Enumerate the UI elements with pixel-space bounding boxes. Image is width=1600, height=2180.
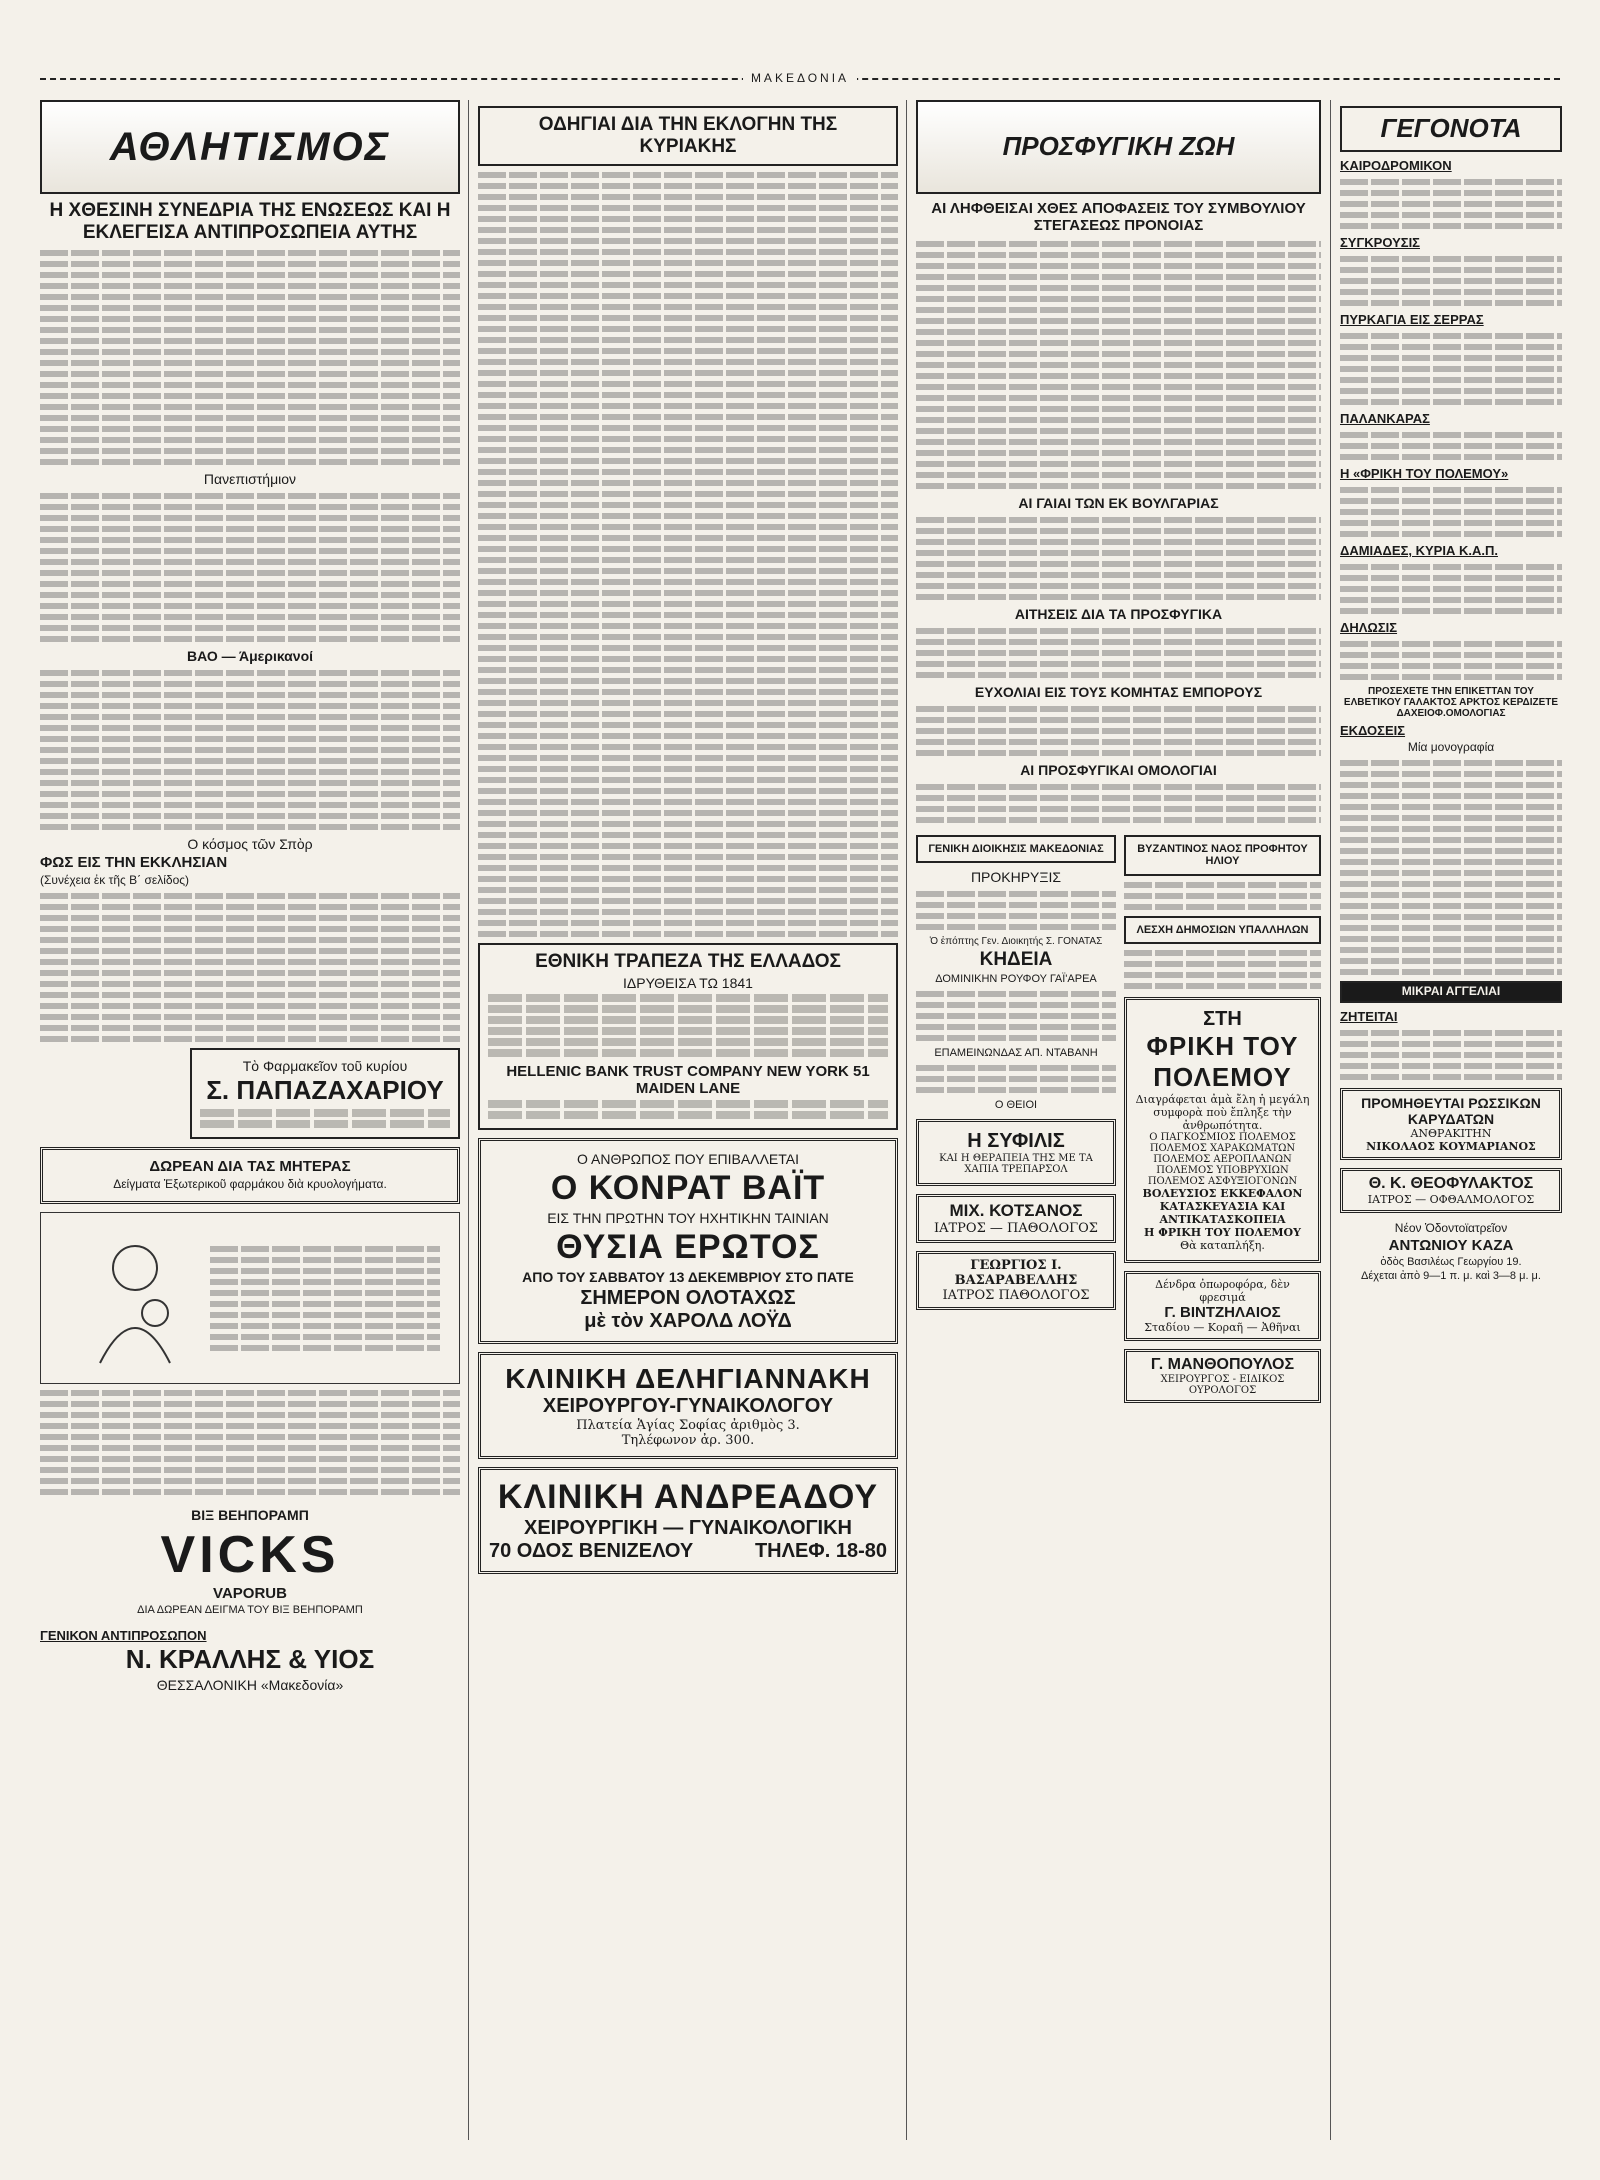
church-box [1124,835,1321,876]
clinic1-address: Πλατεία Ἁγίας Σοφίας ἀριθμὸς 3. [576,1418,800,1434]
eye-doctor-ad [1340,1168,1562,1213]
column-rule [906,100,907,2140]
agency-city: ΘΕΣΣΑΛΟΝΙΚΗ «Μακεδονία» [156,1677,344,1694]
trees-address: Σταδίου — Κοραῆ — Ἀθῆναι [1144,1321,1301,1335]
publications-title: ΕΚΔΟΣΕΙΣ [1340,722,1406,738]
film-date: ΑΠΟ ΤΟΥ ΣΑΒΒΑΤΟΥ 13 ΔΕΚΕΜΒΡΙΟΥ ΣΤΟ ΠΑΤΕ [522,1269,854,1286]
events-title-box [1340,106,1562,152]
article-text [478,172,898,937]
doctor3-type: ΧΕΙΡΟΥΡΓΟΣ - ΕΙΔΙΚΟΣ ΟΥΡΟΛΟΓΟΣ [1160,1374,1285,1397]
article-text [40,493,460,642]
trees-name: Γ. ΒΙΝΤΖΗΛΑΙΟΣ [1164,1304,1281,1322]
election-headline-box [478,106,898,166]
mother-child-illustration [40,1212,460,1384]
subhead: ΑΙΤΗΣΕΙΣ ΔΙΑ ΤΑ ΠΡΟΣΦΥΓΙΚΑ [1014,605,1223,622]
event-item: ΠΥΡΚΑΓΙΑ ΕΙΣ ΣΕΡΡΑΣ [1340,311,1484,327]
proclamation-title: ΓΕΝΙΚΗ ΔΙΟΙΚΗΣΙΣ ΜΑΚΕΔΟΝΙΑΣ [928,842,1104,855]
war-ad1: ΒΟΛΕΥΣΙΟΣ ΕΚΚΕΦΑΛΟΝ [1142,1187,1303,1201]
coal-ad [1340,1088,1562,1160]
war-list-item: ΠΟΛΕΜΟΣ ΑΣΦΥΞΙΟΓΟΝΩΝ [1147,1176,1298,1188]
syphilis-sub: ΚΑΙ Η ΘΕΡΑΠΕΙΑ ΤΗΣ ΜΕ ΤΑ ΧΑΠΙΑ ΤΡΕΠΑΡΣΟΛ [939,1152,1093,1175]
article-text [40,1390,460,1495]
clinic2-address: 70 ΟΔΟΣ ΒΕΝΙΖΕΛΟΥ [489,1540,694,1563]
subhead: ΕΥΧΟΛΙΑΙ ΕΙΣ ΤΟΥΣ ΚΟΜΗΤΑΣ ΕΜΠΟΡΟΥΣ [974,683,1263,700]
pharmacy-label: Τὸ Φαρμακεῖον τοῦ κυρίου [242,1057,408,1074]
clinic2-contact [489,1540,887,1563]
bank2-title: HELLENIC BANK TRUST COMPANY NEW YORK 51 MAIDEN LANE [506,1062,870,1097]
event-item: ΔΑΜΙΑΔΕΣ, ΚΥΡΙΑ Κ.Α.Π. [1340,542,1498,558]
film-pre: Ο ΑΝΘΡΩΠΟΣ ΠΟΥ ΕΠΙΒΑΛΛΕΤΑΙ [576,1151,799,1168]
article-text [916,706,1321,756]
pharmacy-name: Σ. ΠΑΠΑΖΑΧΑΡΙΟΥ [206,1074,444,1105]
war-title: ΦΡΙΚΗ ΤΟΥ ΠΟΛΕΜΟΥ [1146,1031,1299,1093]
club-title: ΛΕΣΧΗ ΔΗΜΟΣΙΩΝ ΥΠΑΛΛΗΛΩΝ [1136,923,1309,936]
subhead: Πανεπιστήμιον [203,470,297,487]
dentist-address: ὁδὸς Βασιλέως Γεωργίου 19. [1380,1255,1522,1268]
event-item: ΠΑΛΑΝΚΑΡΑΣ [1340,410,1430,426]
club-box [1124,916,1321,945]
doctor1-name: ΜΙΧ. ΚΟΤΣΑΝΟΣ [949,1200,1083,1220]
war-pre: ΣΤΗ [1203,1008,1242,1031]
proclamation-box [916,835,1116,864]
mother-child-icon [60,1223,210,1373]
war-list-item: ΠΟΛΕΜΟΣ ΧΑΡΑΚΩΜΑΤΩΝ [1149,1143,1296,1155]
clinic1-type: ΧΕΙΡΟΥΡΓΟΥ-ΓΥΝΑΙΚΟΛΟΓΟΥ [542,1395,834,1418]
trees-ad [1124,1271,1321,1341]
vicks-logo: VICKS [160,1526,340,1585]
column-rule [1330,100,1331,2140]
doctor1-type: ΙΑΤΡΟΣ — ΠΑΘΟΛΟΓΟΣ [933,1220,1098,1236]
column-rule [468,100,469,2140]
vicks-ad [40,1503,460,1620]
article-text [40,893,460,1042]
war-list-item: Ο ΠΑΓΚΟΣΜΙΟΣ ΠΟΛΕΜΟΣ [1149,1132,1296,1144]
clinic1-ad [478,1352,898,1459]
bank-subtitle: ΙΔΡΥΘΕΙΣΑ ΤΩ 1841 [623,974,753,991]
doctor3-ad [1124,1349,1321,1403]
notice-text: ΠΡΟΣΕΧΕΤΕ ΤΗΝ ΕΠΙΚΕΤΤΑΝ ΤΟΥ ΕΛΒΕΤΙΚΟΥ ΓΑΛΑΚΤΟΣ ΑΡΚΤΟΣ ΚΕΡΔΙΖΕΤΕ ΔΑΧΕΙΟΦ.ΟΜΟΛΟΓΙΑΣ [1343,685,1559,719]
war-ad2: ΚΑΤΑΣΚΕΥΑΣΙΑ ΚΑΙ ΑΝΤΙΚΑΤΑΣΚΟΠΕΙΑ [1159,1200,1286,1227]
gift-title: ΔΩΡΕΑΝ ΔΙΑ ΤΑΣ ΜΗΤΕΡΑΣ [149,1157,351,1175]
coal-title: ΠΡΟΜΗΘΕΥΤΑΙ ΡΩΣΣΙΚΩΝ ΚΑΡΥΔΑΤΩΝ [1361,1094,1541,1127]
vicks-free: ΔΙΑ ΔΩΡΕΑΝ ΔΕΙΓΜΑ ΤΟΥ ΒΙΞ ΒΕΗΠΟΡΑΜΠ [137,1604,363,1617]
dentist-line: Νέον Ὀδοντοϊατρεῖον [1394,1220,1508,1235]
war-list-item: ΠΟΛΕΜΟΣ ΑΕΡΟΠΛΑΝΩΝ [1153,1154,1292,1166]
eye-doctor-name: Θ. Κ. ΘΕΟΦΥΛΑΚΤΟΣ [1368,1174,1534,1192]
coal-sub: ΑΝΘΡΑΚΙΤΗΝ [1410,1126,1492,1140]
church-title: ΒΥΖΑΝΤΙΝΟΣ ΝΑΟΣ ΠΡΟΦΗΤΟΥ ΗΛΙΟΥ [1137,842,1308,868]
sports-banner [40,100,460,194]
refugee-banner [916,100,1321,194]
clinic1-phone: Τηλέφωνον ἀρ. 300. [621,1433,755,1449]
column-sports [40,100,460,2140]
film-star: Ο ΚΟΝΡΑΤ ΒΑΪΤ [550,1169,826,1208]
sports-headline: Η ΧΘΕΣΙΝΗ ΣΥΝΕΔΡΙΑ ΤΗΣ ΕΝΩΣΕΩΣ ΚΑΙ Η ΕΚΛΕΓΕΙΣΑ ΑΝΤΙΠΡΟΣΩΠΕΙΑ ΑΥΤΗΣ [49,200,451,243]
refugee-headline: ΑΙ ΛΗΦΘΕΙΣΑΙ ΧΘΕΣ ΑΠΟΦΑΣΕΙΣ ΤΟΥ ΣΥΜΒΟΥΛΙΟΥ ΣΤΕΓΑΣΕΩΣ ΠΡΟΝΟΙΑΣ [931,200,1306,235]
article-text [916,517,1321,600]
proclamation-sub: ΠΡΟΚΗΡΥΞΙΣ [970,869,1062,886]
notices-left [916,829,1116,1412]
subhead: ΑΙ ΠΡΟΣΦΥΓΙΚΑΙ ΟΜΟΛΟΓΙΑΙ [1020,761,1217,778]
doctor2-name: ΓΕΩΡΓΙΟΣ Ι. ΒΑΣΑΡΑΒΕΛΛΗΣ [954,1257,1078,1288]
doctor3-name: Γ. ΜΑΝΘΟΠΟΥΛΟΣ [1150,1356,1295,1374]
syphilis-title: Η ΣΥΦΙΛΙΣ [967,1129,1065,1152]
war-ad3: Η ΦΡΙΚΗ ΤΟΥ ΠΟΛΕΜΟΥ [1144,1226,1301,1240]
masthead [40,71,1560,94]
war-ad [1124,997,1321,1263]
doctor1-ad [916,1194,1116,1243]
column-events [1340,100,1562,2140]
events-title: ΓΕΓΟΝΟΤΑ [1380,113,1522,143]
subhead: ΒΑΟ — Άμερικανοί [186,647,314,664]
war-list-item: ΠΟΛΕΜΟΣ ΥΠΟΒΡΥΧΙΩΝ [1156,1165,1289,1177]
agency-name: Ν. ΚΡΑΛΛΗΣ & ΥΙΟΣ [125,1644,375,1675]
refugee-title: ΠΡΟΣΦΥΓΙΚΗ ΖΩΗ [1002,131,1235,162]
film-title: ΘΥΣΙΑ ΕΡΩΤΟΣ [556,1228,820,1267]
article-text [916,784,1321,823]
clinic2-name: ΚΛΙΝΙΚΗ ΑΝΔΡΕΑΔΟΥ [497,1478,879,1517]
funeral-name: ΔΟΜΙΝΙΚΗΝ ΡΟΥΦΟΥ ΓΑΪ'ΑΡΕΑ [935,972,1097,985]
war-ad4: Θὰ καταπλήξη. [1180,1239,1265,1253]
small-ads-title: ΜΙΚΡΑΙ ΑΓΓΕΛΙΑΙ [1401,983,1501,998]
subhead: Ο κόσμος τῶν Σπὸρ [187,835,313,852]
column-elections [478,100,898,2140]
event-item: Η «ΦΡΙΚΗ ΤΟΥ ΠΟΛΕΜΟΥ» [1340,465,1509,481]
sports-title: ΑΘΛΗΤΙΣΜΟΣ [109,125,391,169]
gift-ad [40,1147,460,1204]
pharmacy-ad [190,1048,460,1139]
column-refugees [916,100,1321,2140]
film-ad [478,1138,898,1344]
subhead: ΑΙ ΓΑΙΑΙ ΤΩΝ ΕΚ ΒΟΥΛΓΑΡΙΑΣ [1018,494,1219,511]
clinic2-phone: ΤΗΛΕΦ. 18-80 [754,1540,887,1563]
event-item: ΚΑΙΡΟΔΡΟΜΙΚΟΝ [1340,157,1452,173]
agency-label: ΓΕΝΙΚΟΝ ΑΝΤΙΠΡΟΣΩΠΟΝ [40,1628,207,1644]
bank-title: ΕΘΝΙΚΗ ΤΡΑΠΕΖΑ ΤΗΣ ΕΛΛΑΔΟΣ [535,950,841,972]
funeral-title: ΚΗΔΕΙΑ [979,949,1053,971]
event-item: ΔΗΛΩΣΙΣ [1340,619,1398,635]
proclamation-sign: Ὁ ἐπόπτης Γεν. Διοικητής Σ. ΓΟΝΑΤΑΣ [929,936,1103,948]
war-text: Διαγράφεται ἀμὰ ἔλη ἡ μεγάλη συμφορὰ ποὺ ἔπληξε τὴν ἀνθρωπότητα. [1135,1093,1310,1133]
notices-row [916,829,1321,1412]
event-item: ΣΥΓΚΡΟΥΣΙΣ [1340,234,1420,250]
notices-right [1124,829,1321,1412]
funeral2-name: ΕΠΑΜΕΙΝΩΝΔΑΣ ΑΠ. ΝΤΑΒΑΝΗ [934,1046,1098,1059]
article-text [40,670,460,830]
book-title: Μία μονογραφία [1407,739,1495,754]
gift-subtitle: Δείγματα Ἐξωτερικοῦ φαρμάκου διὰ κρυολογήματα. [113,1177,387,1192]
election-headline: ΟΔΗΓΙΑΙ ΔΙΑ ΤΗΝ ΕΚΛΟΓΗΝ ΤΗΣ ΚΥΡΙΑΚΗΣ [538,114,838,157]
syphilis-ad [916,1119,1116,1186]
article-text [40,250,460,465]
dentist-hours: Δέχεται ἀπὸ 9—1 π. μ. καὶ 3—8 μ. μ. [1361,1269,1541,1282]
thanks: Ο ΘΕΙΟΙ [994,1098,1038,1111]
masthead-title: ΜΑΚΕΔΟΝΙΑ [743,71,857,94]
vicks-subtitle: VAPORUB [213,1585,287,1603]
bank-ad [478,943,898,1130]
article-title: ΦΩΣ ΕΙΣ ΤΗΝ ΕΚΚΛΗΣΙΑΝ [40,853,228,871]
clinic1-name: ΚΛΙΝΙΚΗ ΔΕΛΗΓΙΑΝΝΑΚΗ [505,1363,871,1395]
film-today: ΣΗΜΕΡΟΝ ΟΛΟΤΑΧΩΣ [580,1287,796,1310]
clinic2-type: ΧΕΙΡΟΥΡΓΙΚΗ — ΓΥΝΑΙΚΟΛΟΓΙΚΗ [523,1517,852,1540]
wanted-label: ΖΗΤΕΙΤΑΙ [1340,1008,1398,1024]
dentist-name: ΑΝΤΩΝΙΟΥ ΚΑΖΑ [1388,1236,1514,1254]
film-with: μὲ τὸν ΧΑΡΟΛΔ ΛΟΫΔ [584,1310,792,1333]
film-line: ΕΙΣ ΤΗΝ ΠΡΩΤΗΝ ΤΟΥ ΗΧΗΤΙΚΗΝ ΤΑΙΝΙΑΝ [547,1210,829,1227]
clinic2-ad [478,1467,898,1574]
eye-doctor-type: ΙΑΤΡΟΣ — ΟΦΘΑΛΜΟΛΟΓΟΣ [1367,1192,1535,1206]
vicks-line: ΒΙΞ ΒΕΗΠΟΡΑΜΠ [191,1507,309,1524]
small-ads-title-box [1340,981,1562,1003]
article-text [916,628,1321,678]
doctor2-ad [916,1251,1116,1310]
article-text [916,241,1321,489]
article-subtitle: (Συνέχεια ἐκ τῆς Β΄ σελίδος) [40,872,190,887]
trees-text: Δένδρα ὀπωροφόρα, δὲν φρεσιμά [1155,1278,1290,1305]
doctor2-type: ΙΑΤΡΟΣ ΠΑΘΟΛΟΓΟΣ [942,1287,1090,1303]
coal-name: ΝΙΚΟΛΑΟΣ ΚΟΥΜΑΡΙΑΝΟΣ [1366,1139,1536,1153]
